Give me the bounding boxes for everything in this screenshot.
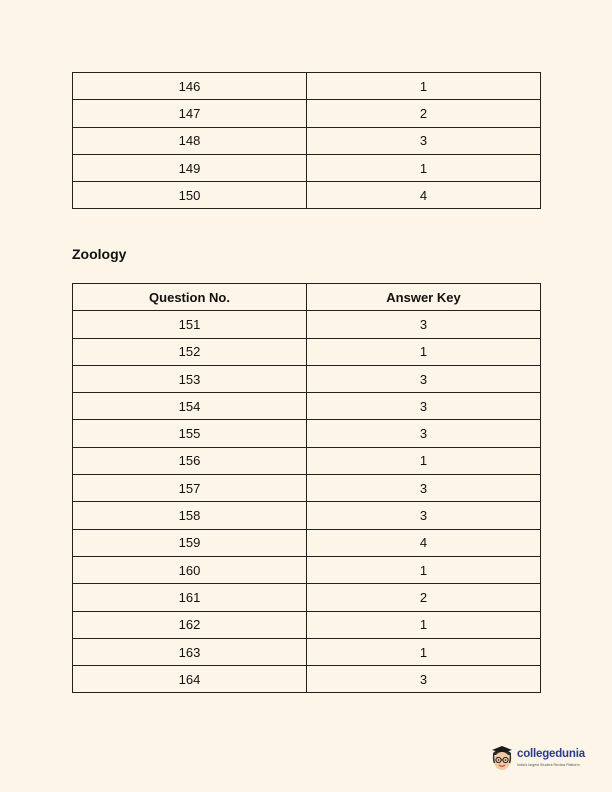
answer-key-cell: 2 [307, 584, 541, 611]
answer-key-cell: 3 [307, 127, 541, 154]
answer-key-cell: 1 [307, 556, 541, 583]
answer-key-cell: 1 [307, 638, 541, 665]
table-row [73, 154, 541, 181]
question-number-cell: 156 [73, 447, 307, 474]
answer-key-cell: 3 [307, 420, 541, 447]
answer-table-zoology-body [73, 311, 541, 693]
table-row [73, 447, 541, 474]
table-row [73, 475, 541, 502]
column-header-answer-key: Answer Key [307, 284, 541, 311]
question-number-cell: 146 [73, 73, 307, 100]
answer-table-zoology [72, 283, 541, 693]
table-row [73, 502, 541, 529]
answer-table-top [72, 72, 541, 209]
answer-key-cell: 3 [307, 502, 541, 529]
question-number-cell: 151 [73, 311, 307, 338]
answer-key-cell: 1 [307, 447, 541, 474]
answer-key-cell: 1 [307, 154, 541, 181]
table-row [73, 100, 541, 127]
question-number-cell: 164 [73, 666, 307, 693]
table-row [73, 73, 541, 100]
answer-key-cell: 1 [307, 73, 541, 100]
mascot-face-icon [490, 744, 514, 774]
collegedunia-logo [490, 744, 602, 778]
table-row [73, 666, 541, 693]
answer-key-cell: 3 [307, 311, 541, 338]
question-number-cell: 163 [73, 638, 307, 665]
table-row [73, 584, 541, 611]
question-number-cell: 159 [73, 529, 307, 556]
question-number-cell: 160 [73, 556, 307, 583]
question-number-cell: 153 [73, 365, 307, 392]
table-row [73, 182, 541, 209]
question-number-cell: 161 [73, 584, 307, 611]
answer-key-cell: 4 [307, 182, 541, 209]
question-number-cell: 157 [73, 475, 307, 502]
table-row [73, 311, 541, 338]
question-number-cell: 148 [73, 127, 307, 154]
table-header-row [73, 284, 541, 311]
logo-wordmark: collegedunia [517, 748, 585, 760]
answer-key-cell: 1 [307, 338, 541, 365]
logo-tagline: India's largest Student Review Platform [517, 763, 580, 767]
answer-key-cell: 3 [307, 365, 541, 392]
answer-key-cell: 3 [307, 666, 541, 693]
section-heading-zoology: Zoology [72, 246, 127, 262]
table-row [73, 420, 541, 447]
question-number-cell: 154 [73, 393, 307, 420]
table-row [73, 611, 541, 638]
table-row [73, 127, 541, 154]
question-number-cell: 149 [73, 154, 307, 181]
answer-table-top-body [73, 73, 541, 209]
answer-key-cell: 3 [307, 475, 541, 502]
question-number-cell: 155 [73, 420, 307, 447]
column-header-question-no: Question No. [73, 284, 307, 311]
table-row [73, 638, 541, 665]
question-number-cell: 152 [73, 338, 307, 365]
question-number-cell: 147 [73, 100, 307, 127]
question-number-cell: 150 [73, 182, 307, 209]
answer-key-cell: 3 [307, 393, 541, 420]
table-row [73, 529, 541, 556]
table-row [73, 338, 541, 365]
answer-key-cell: 1 [307, 611, 541, 638]
table-row [73, 365, 541, 392]
question-number-cell: 162 [73, 611, 307, 638]
question-number-cell: 158 [73, 502, 307, 529]
answer-key-cell: 4 [307, 529, 541, 556]
answer-key-cell: 2 [307, 100, 541, 127]
table-row [73, 393, 541, 420]
table-row [73, 556, 541, 583]
